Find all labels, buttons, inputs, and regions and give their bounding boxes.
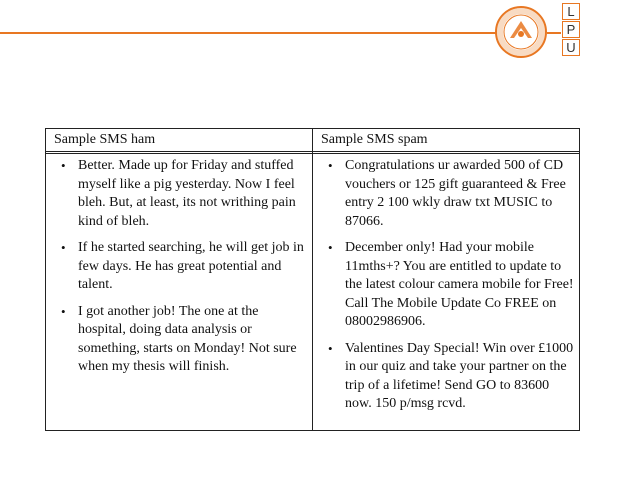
ham-message-list xyxy=(58,157,308,385)
sms-comparison-table xyxy=(45,128,580,431)
logo-letter-l: L xyxy=(562,3,580,20)
ham-column-header: Sample SMS ham xyxy=(54,132,156,147)
bullet-icon: • xyxy=(61,240,66,255)
ham-message-text: I got another job! The one at the hospital, doing data analysis or something, starts on Monday! Not sure when my thesis will finish. xyxy=(78,303,297,374)
logo-letter-p: P xyxy=(562,21,580,38)
bullet-icon: • xyxy=(328,158,333,173)
ham-message-text: Better. Made up for Friday and stuffed myself like a pig yesterday. Now I feel bleh. But, at least, its not writhing pain kind of bleh. xyxy=(78,158,296,229)
spam-message-text: December only! Had your mobile 11mths+? You are entitled to update to the latest colour camera mobile for Free! Call The Mobile Update Co FREE on 08002986906. xyxy=(345,240,574,329)
header-accent-line xyxy=(0,32,496,34)
ham-message-2 xyxy=(58,239,308,295)
header-accent-line-right xyxy=(547,32,561,34)
bullet-icon: • xyxy=(61,158,66,173)
spam-message-1 xyxy=(325,157,575,231)
spam-message-list xyxy=(325,157,575,422)
ham-message-3 xyxy=(58,303,308,377)
bullet-icon: • xyxy=(328,340,333,356)
ham-message-text: If he started searching, he will get job in few days. He has great potential and talent. xyxy=(78,240,304,292)
spam-message-text: Congratulations ur awarded 500 of CD vouchers or 125 gift guaranteed & Free entry 2 100 wkly draw txt MUSIC to 87066. xyxy=(345,158,566,229)
column-divider xyxy=(312,129,313,430)
spam-message-3 xyxy=(325,340,575,414)
spam-message-2 xyxy=(325,239,575,332)
lpu-seal-logo xyxy=(494,5,548,59)
spam-message-text: Valentines Day Special! Win over £1000 in our quiz and take your partner on the trip of a lifetime! Send GO to 83600 now. 150 p/msg rcvd. xyxy=(345,340,574,411)
logo-letter-u: U xyxy=(562,39,580,56)
spam-column-header: Sample SMS spam xyxy=(321,132,428,147)
bullet-icon: • xyxy=(328,240,333,255)
header-row-divider xyxy=(46,151,579,154)
ham-message-1 xyxy=(58,157,308,231)
bullet-icon: • xyxy=(61,303,66,319)
